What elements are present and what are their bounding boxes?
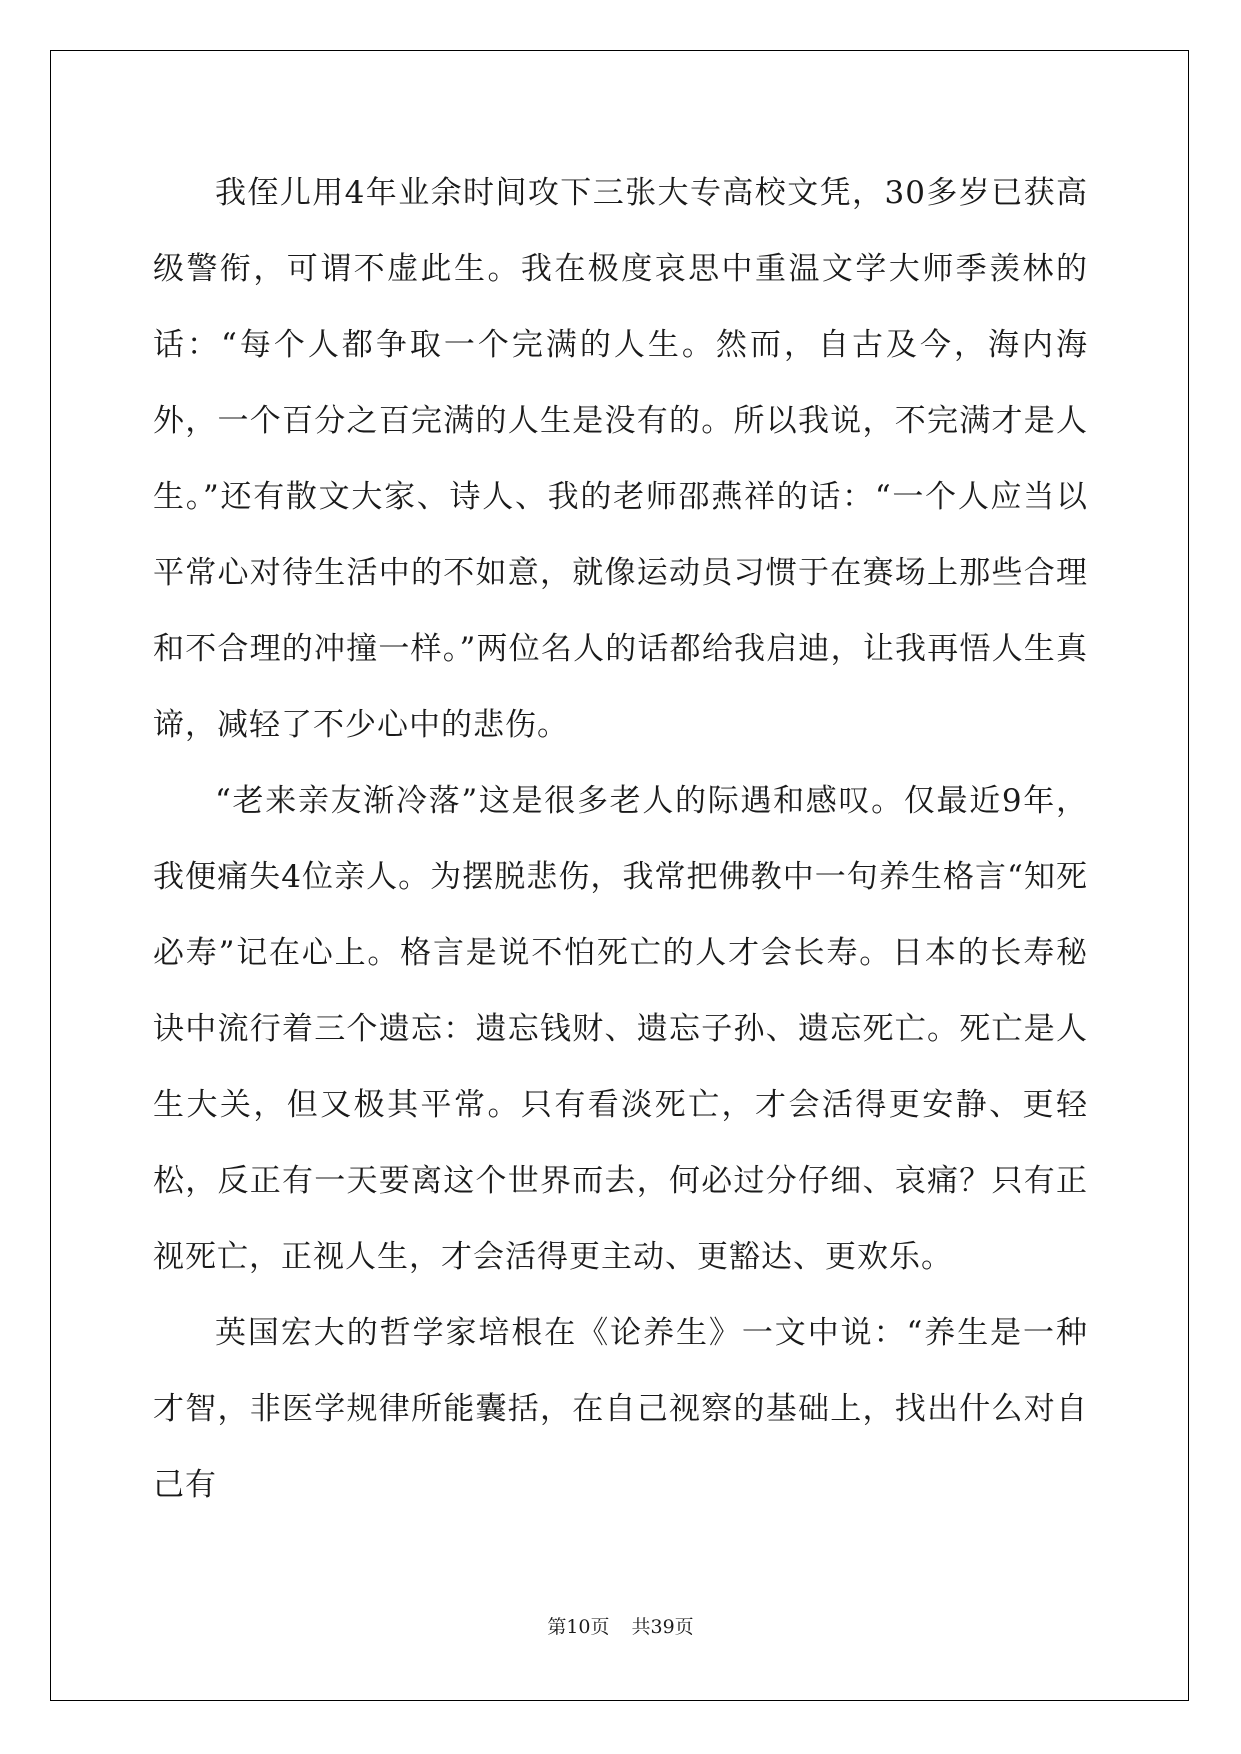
paragraph-3: 英国宏大的哲学家培根在《论养生》一文中说：“养生是一种才智，非医学规律所能囊括，在自己视察的基础上，找出什么对自己有 [153, 1315, 1088, 1503]
document-body [153, 155, 1088, 1523]
page-footer [0, 1612, 1241, 1639]
page-number: 第10页 [547, 1616, 610, 1638]
paragraph-1: 我侄儿用4年业余时间攻下三张大专高校文凭，30多岁已获高级警衔，可谓不虚此生。我在极度哀思中重温文学大师季羡林的话：“每个人都争取一个完满的人生。然而，自古及今，海内海外，一个百分之百完满的人生是没有的。所以我说，不完满才是人生。”还有散文大家、诗人、我的老师邵燕祥的话：“一个人应当以平常心对待生活中的不如意，就像运动员习惯于在赛场上那些合理和不合理的冲撞一样。”两位名人的话都给我启迪，让我再悟人生真谛，减轻了不少心中的悲伤。 [153, 175, 1088, 743]
page-total: 共39页 [631, 1616, 694, 1638]
paragraph-2: “老来亲友渐冷落”这是很多老人的际遇和感叹。仅最近9年，我便痛失4位亲人。为摆脱悲伤，我常把佛教中一句养生格言“知死必寿”记在心上。格言是说不怕死亡的人才会长寿。日本的长寿秘诀中流行着三个遗忘：遗忘钱财、遗忘子孙、遗忘死亡。死亡是人生大关，但又极其平常。只有看淡死亡，才会活得更安静、更轻松，反正有一天要离这个世界而去，何必过分仔细、哀痛？只有正视死亡，正视人生，才会活得更主动、更豁达、更欢乐。 [153, 783, 1088, 1275]
